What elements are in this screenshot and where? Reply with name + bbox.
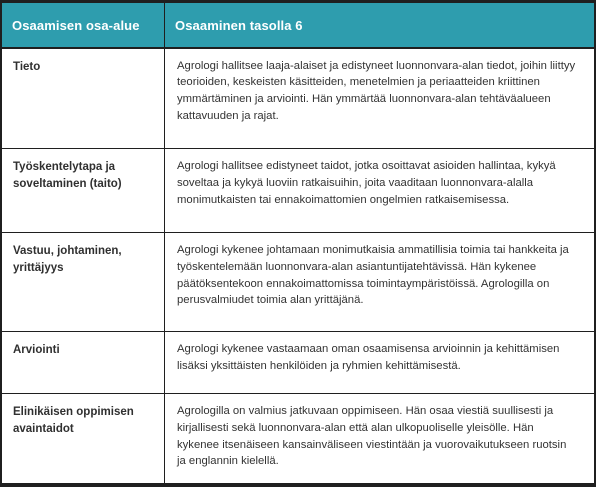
header-cell-competence-area: Osaamisen osa-alue <box>2 3 165 48</box>
table-row <box>2 48 595 149</box>
row-description: Agrologi kykenee johtamaan monimutkaisia ammatillisia toimia tai hankkeita ja työskentelemään luonnonvara-alan asiantuntijatehtävissä. Hän kykenee päätöksentekoon ennakoimattomissa toimintaympäristöissä. Agrologilla on perusvalmiudet toimia alan yrittäjänä. <box>165 233 595 332</box>
row-label: Vastuu, johtaminen, yrittäjyys <box>2 233 165 332</box>
row-description: Agrologi hallitsee laaja-alaiset ja edistyneet luonnonvara-alan tiedot, joihin liittyy teorioiden, keskeisten käsitteiden, menetelmien ja periaatteiden kriittinen ymmärtäminen ja arviointi. Hän ymmärtää luonnonvara-alan tehtäväalueen kattavuuden ja rajat. <box>165 48 595 149</box>
table-row <box>2 233 595 332</box>
header-cell-level-6: Osaaminen tasolla 6 <box>165 3 595 48</box>
row-label: Työskentelytapa ja soveltaminen (taito) <box>2 149 165 233</box>
row-description: Agrologilla on valmius jatkuvaan oppimiseen. Hän osaa viestiä suullisesti ja kirjallisesti sekä luonnonvara-alan että alan ulkopuoliselle yleisölle. Hän kykenee itsenäiseen kansainväliseen viestintään ja vuorovaikutukseen ruotsin ja englannin kielellä. <box>165 394 595 484</box>
table-row <box>2 332 595 394</box>
row-description: Agrologi kykenee vastaamaan oman osaamisensa arvioinnin ja kehittämisen lisäksi yksittäisten henkilöiden ja ryhmien kehittämisestä. <box>165 332 595 394</box>
table-header-row <box>2 3 595 48</box>
row-label: Elinikäisen oppimisen avaintaidot <box>2 394 165 484</box>
table-row <box>2 394 595 484</box>
row-label: Tieto <box>2 48 165 149</box>
row-description: Agrologi hallitsee edistyneet taidot, jotka osoittavat asioiden hallintaa, kykyä soveltaa ja kykyä luoviin ratkaisuihin, joita vaaditaan luonnonvara-alalla monimutkaisten tai ennakoimattomien ongelmien ratkaisemisessa. <box>165 149 595 233</box>
row-label: Arviointi <box>2 332 165 394</box>
competence-table <box>1 2 595 484</box>
table-row <box>2 149 595 233</box>
